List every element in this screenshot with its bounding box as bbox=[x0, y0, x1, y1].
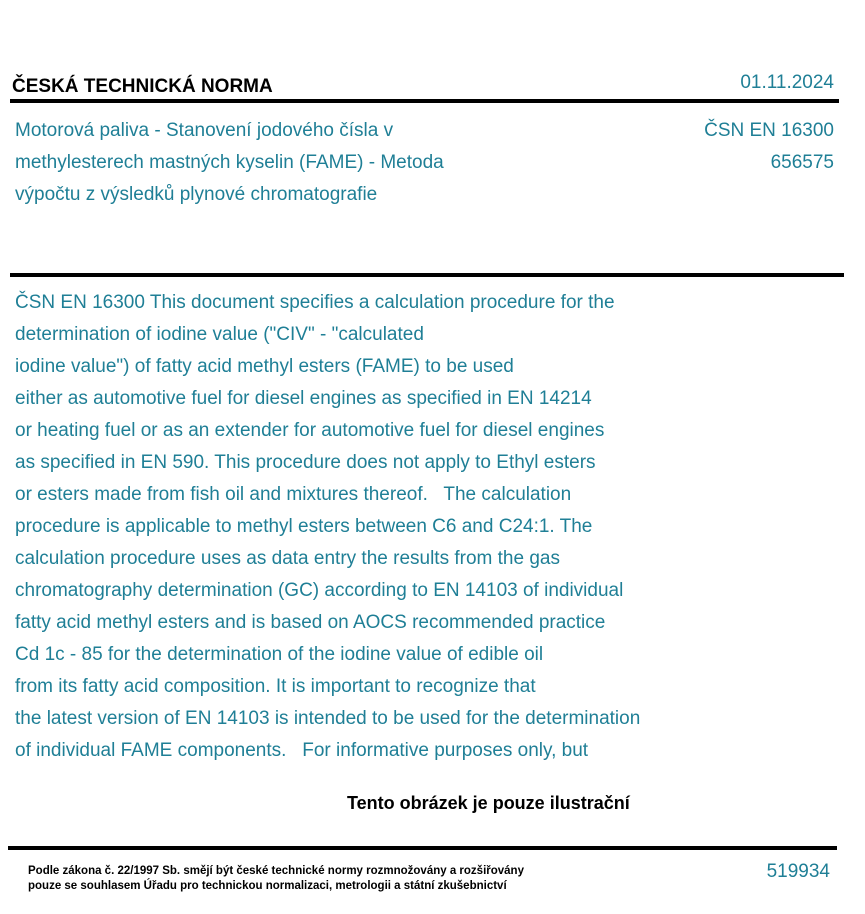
abstract-line: as specified in EN 590. This procedure does not apply to Ethyl esters bbox=[15, 452, 596, 473]
header-divider bbox=[10, 99, 839, 103]
abstract-line: ČSN EN 16300 This document specifies a calculation procedure for the bbox=[15, 292, 615, 313]
legal-line: pouze se souhlasem Úřadu pro technickou normalizaci, metrologii a státní zkušebnictví bbox=[28, 880, 507, 892]
footer-divider bbox=[8, 846, 837, 850]
abstract-line: fatty acid methyl esters and is based on AOCS recommended practice bbox=[15, 612, 606, 633]
document-header-title: ČESKÁ TECHNICKÁ NORMA bbox=[12, 76, 273, 97]
abstract-line: or heating fuel or as an extender for automotive fuel for diesel engines bbox=[15, 420, 605, 441]
abstract-line: Cd 1c - 85 for the determination of the iodine value of edible oil bbox=[15, 644, 544, 665]
abstract-line: of individual FAME components. For informative purposes only, but bbox=[15, 740, 589, 761]
footer-code: 519934 bbox=[766, 861, 830, 882]
abstract-line: chromatography determination (GC) according to EN 14103 of individual bbox=[15, 580, 624, 601]
title-line: výpočtu z výsledků plynové chromatografie bbox=[15, 184, 378, 205]
abstract-line: iodine value") of fatty acid methyl esters (FAME) to be used bbox=[15, 356, 514, 377]
abstract-line: or esters made from fish oil and mixtures thereof. The calculation bbox=[15, 484, 572, 505]
standard-number: ČSN EN 16300 bbox=[704, 120, 834, 141]
title-line: methylesterech mastných kyselin (FAME) - Metoda bbox=[15, 152, 444, 173]
classification-code: 656575 bbox=[770, 152, 834, 173]
abstract-line: either as automotive fuel for diesel engines as specified in EN 14214 bbox=[15, 388, 592, 409]
document-title bbox=[15, 115, 575, 211]
title-line: Motorová paliva - Stanovení jodového čísla v bbox=[15, 120, 394, 141]
standard-identifiers bbox=[704, 115, 834, 179]
abstract-line: determination of iodine value ("CIV" - "calculated bbox=[15, 324, 424, 345]
legal-line: Podle zákona č. 22/1997 Sb. smějí být české technické normy rozmnožovány a rozšiřovány bbox=[28, 865, 524, 877]
abstract-line: procedure is applicable to methyl esters between C6 and C24:1. The bbox=[15, 516, 593, 537]
abstract-line: the latest version of EN 14103 is intended to be used for the determination bbox=[15, 708, 641, 729]
abstract-text bbox=[15, 287, 640, 767]
abstract-line: from its fatty acid composition. It is important to recognize that bbox=[15, 676, 536, 697]
illustration-note: Tento obrázek je pouze ilustrační bbox=[347, 793, 630, 813]
abstract-line: calculation procedure uses as data entry the results from the gas bbox=[15, 548, 560, 569]
publication-date: 01.11.2024 bbox=[740, 72, 834, 93]
title-divider bbox=[10, 273, 844, 277]
legal-notice bbox=[28, 864, 524, 894]
